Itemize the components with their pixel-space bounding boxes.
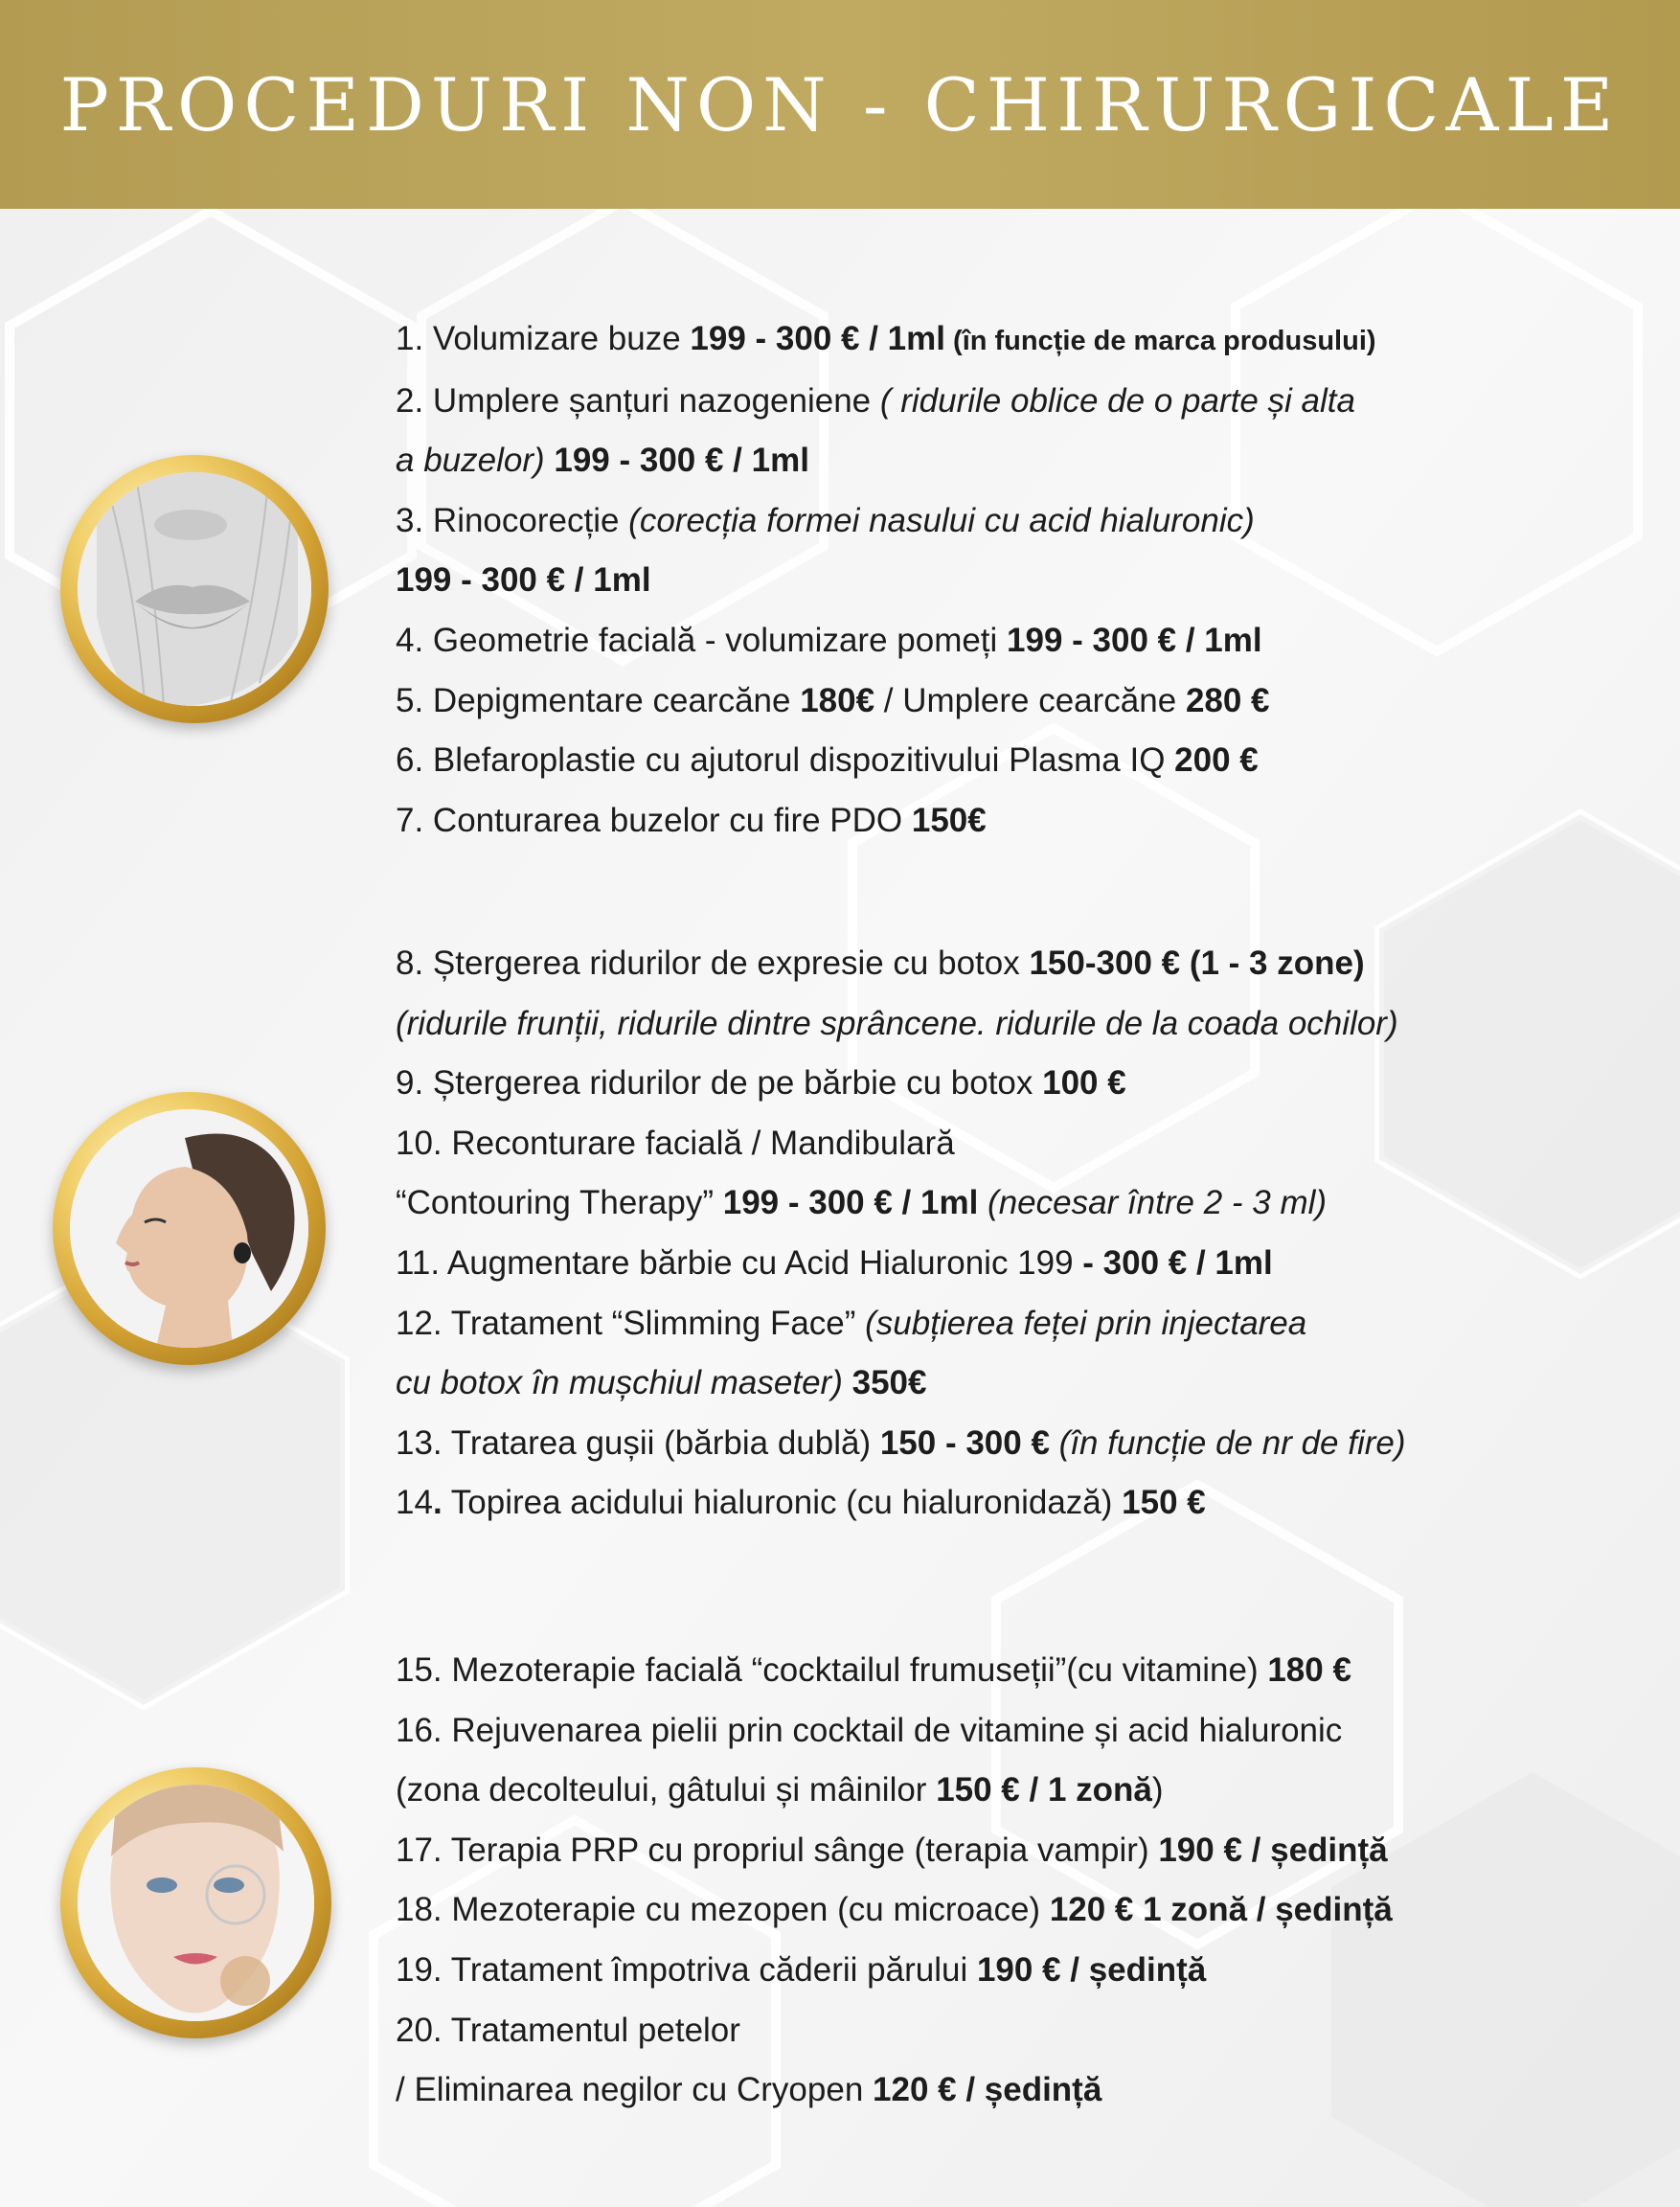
procedure-text: Topirea acidului hialuronic (cu hialuronidază) — [442, 1484, 1123, 1522]
procedure-line — [396, 551, 1641, 611]
price-text: 200 € — [1174, 741, 1259, 780]
price-text: 199 - 300 € / 1ml — [1007, 621, 1262, 659]
procedure-line — [396, 994, 1641, 1055]
procedure-line — [396, 1880, 1641, 1941]
procedure-text: 9. Ștergerea ridurilor de pe bărbie cu botox — [396, 1064, 1043, 1103]
note-text: (subțierea feței prin injectarea — [865, 1304, 1307, 1342]
procedure-text: 10. Reconturare facială / Mandibulară — [396, 1124, 955, 1162]
procedure-text: 13. Tratarea gușii (bărbia dublă) — [396, 1423, 880, 1462]
procedure-text: 11. Augmentare bărbie cu Acid Hialuronic 199 — [396, 1243, 1083, 1282]
procedure-text: 1. Volumizare buze — [396, 320, 691, 357]
woman-face-skin-badge — [60, 1767, 331, 2038]
price-text: 199 - 300 € / 1ml — [722, 1184, 979, 1222]
price-text: 199 - 300 € / 1ml — [690, 320, 945, 357]
procedure-text: 12. Tratament “Slimming Face” — [396, 1304, 866, 1342]
price-text: 190 € / ședință — [976, 1950, 1207, 1989]
procedure-text: (zona decolteului, gâtului și mâinilor — [396, 1771, 937, 1809]
procedure-text: 8. Ștergerea ridurilor de expresie cu botox — [396, 944, 1030, 982]
procedure-line — [396, 1234, 1641, 1294]
note-text: a buzelor) — [396, 442, 545, 480]
procedure-text: 19. Tratament împotriva căderii părului — [396, 1950, 977, 1989]
price-text: 180€ — [800, 681, 875, 719]
price-text: 350€ — [842, 1364, 927, 1402]
procedure-text: 14 — [396, 1484, 433, 1522]
section-botox-contouring — [396, 934, 1641, 1534]
procedure-text: / Eliminarea negilor cu Cryopen — [396, 2071, 874, 2109]
procedure-line — [396, 1354, 1641, 1414]
price-text: 150 € / 1 zonă — [936, 1771, 1152, 1809]
woman-profile-icon — [70, 1109, 308, 1348]
procedure-text: ) — [1151, 1771, 1164, 1809]
procedure-line — [396, 2060, 1641, 2121]
procedure-text: 15. Mezoterapie facială “cocktailul frumuseții”(cu vitamine) — [396, 1651, 1268, 1689]
price-text: 150 € — [1122, 1484, 1206, 1522]
procedure-line — [396, 1414, 1641, 1474]
procedure-line — [396, 1054, 1641, 1114]
procedure-line — [396, 2001, 1641, 2061]
procedure-line — [396, 1294, 1641, 1354]
price-text: 100 € — [1042, 1064, 1126, 1103]
price-text: 199 - 300 € / 1ml — [396, 561, 651, 600]
procedure-text: 16. Rejuvenarea pielii prin cocktail de vitamine și acid hialuronic — [396, 1711, 1343, 1749]
procedure-line — [396, 372, 1641, 432]
price-text: 190 € / ședință — [1158, 1831, 1388, 1869]
woman-profile-badge — [53, 1092, 326, 1365]
note-text: (corecția formei nasului cu acid hialuronic) — [628, 501, 1255, 539]
procedure-line — [396, 1114, 1641, 1174]
note-text: (ridurile frunții, ridurile dintre sprâncene. ridurile de la coada ochilor) — [396, 1004, 1398, 1042]
page-title: PROCEDURI NON - CHIRURGICALE — [59, 61, 1621, 148]
procedure-line — [396, 1761, 1641, 1821]
procedure-text: “Contouring Therapy” — [396, 1184, 723, 1222]
procedure-line — [396, 671, 1641, 732]
procedure-line — [396, 431, 1641, 491]
note-text: ( ridurile oblice de o parte și alta — [879, 381, 1355, 420]
note-text: cu botox în mușchiul maseter) — [396, 1364, 843, 1402]
price-text: 120 € 1 zonă / ședință — [1049, 1891, 1393, 1929]
price-text: 280 € — [1185, 681, 1270, 719]
price-text: 150-300 € (1 - 3 zone) — [1029, 944, 1365, 982]
procedure-text: 5. Depigmentare cearcăne — [396, 681, 801, 719]
procedure-text: 3. Rinocorecție — [396, 501, 629, 539]
procedure-line — [396, 1701, 1641, 1762]
price-text: 180 € — [1267, 1651, 1351, 1689]
procedure-line — [396, 791, 1641, 852]
procedure-line — [396, 1821, 1641, 1881]
lips-face-icon — [78, 472, 311, 706]
procedure-text: / Umplere cearcăne — [874, 681, 1186, 719]
note-text: (în funcție de nr de fire) — [1049, 1423, 1406, 1462]
section-mesotherapy — [396, 1641, 1641, 2121]
woman-face-skin-icon — [78, 1785, 314, 2021]
procedure-text: 7. Conturarea buzelor cu fire PDO — [396, 801, 912, 839]
note-text: (necesar între 2 - 3 ml) — [978, 1184, 1328, 1222]
price-text: - 300 € / 1ml — [1082, 1243, 1273, 1282]
price-text: (în funcție de marca produsului) — [944, 326, 1376, 356]
price-text: 150 - 300 € — [879, 1423, 1050, 1462]
procedure-line — [396, 1941, 1641, 2001]
procedure-line — [396, 309, 1641, 372]
price-text: 150€ — [911, 801, 987, 839]
section-fillers — [396, 309, 1641, 851]
procedure-line — [396, 491, 1641, 552]
procedure-text: 6. Blefaroplastie cu ajutorul dispozitivului Plasma IQ — [396, 741, 1175, 780]
procedure-text: 17. Terapia PRP cu propriul sânge (terapia vampir) — [396, 1831, 1159, 1869]
price-text: 199 - 300 € / 1ml — [544, 442, 809, 480]
procedure-text: 2. Umplere șanțuri nazogeniene — [396, 381, 880, 420]
price-text: 120 € / ședință — [873, 2071, 1102, 2109]
procedure-text: 4. Geometrie facială - volumizare pomeți — [396, 621, 1008, 659]
procedure-line — [396, 1473, 1641, 1534]
procedure-line — [396, 1173, 1641, 1234]
header-banner — [0, 0, 1680, 209]
procedure-text: 20. Tratamentul petelor — [396, 2011, 740, 2049]
procedure-text: 18. Mezoterapie cu mezopen (cu microace) — [396, 1891, 1050, 1929]
procedure-line — [396, 1641, 1641, 1701]
lips-face-badge — [60, 455, 329, 723]
procedure-line — [396, 611, 1641, 671]
procedure-line — [396, 934, 1641, 994]
procedure-line — [396, 731, 1641, 791]
price-text: . — [432, 1484, 443, 1522]
